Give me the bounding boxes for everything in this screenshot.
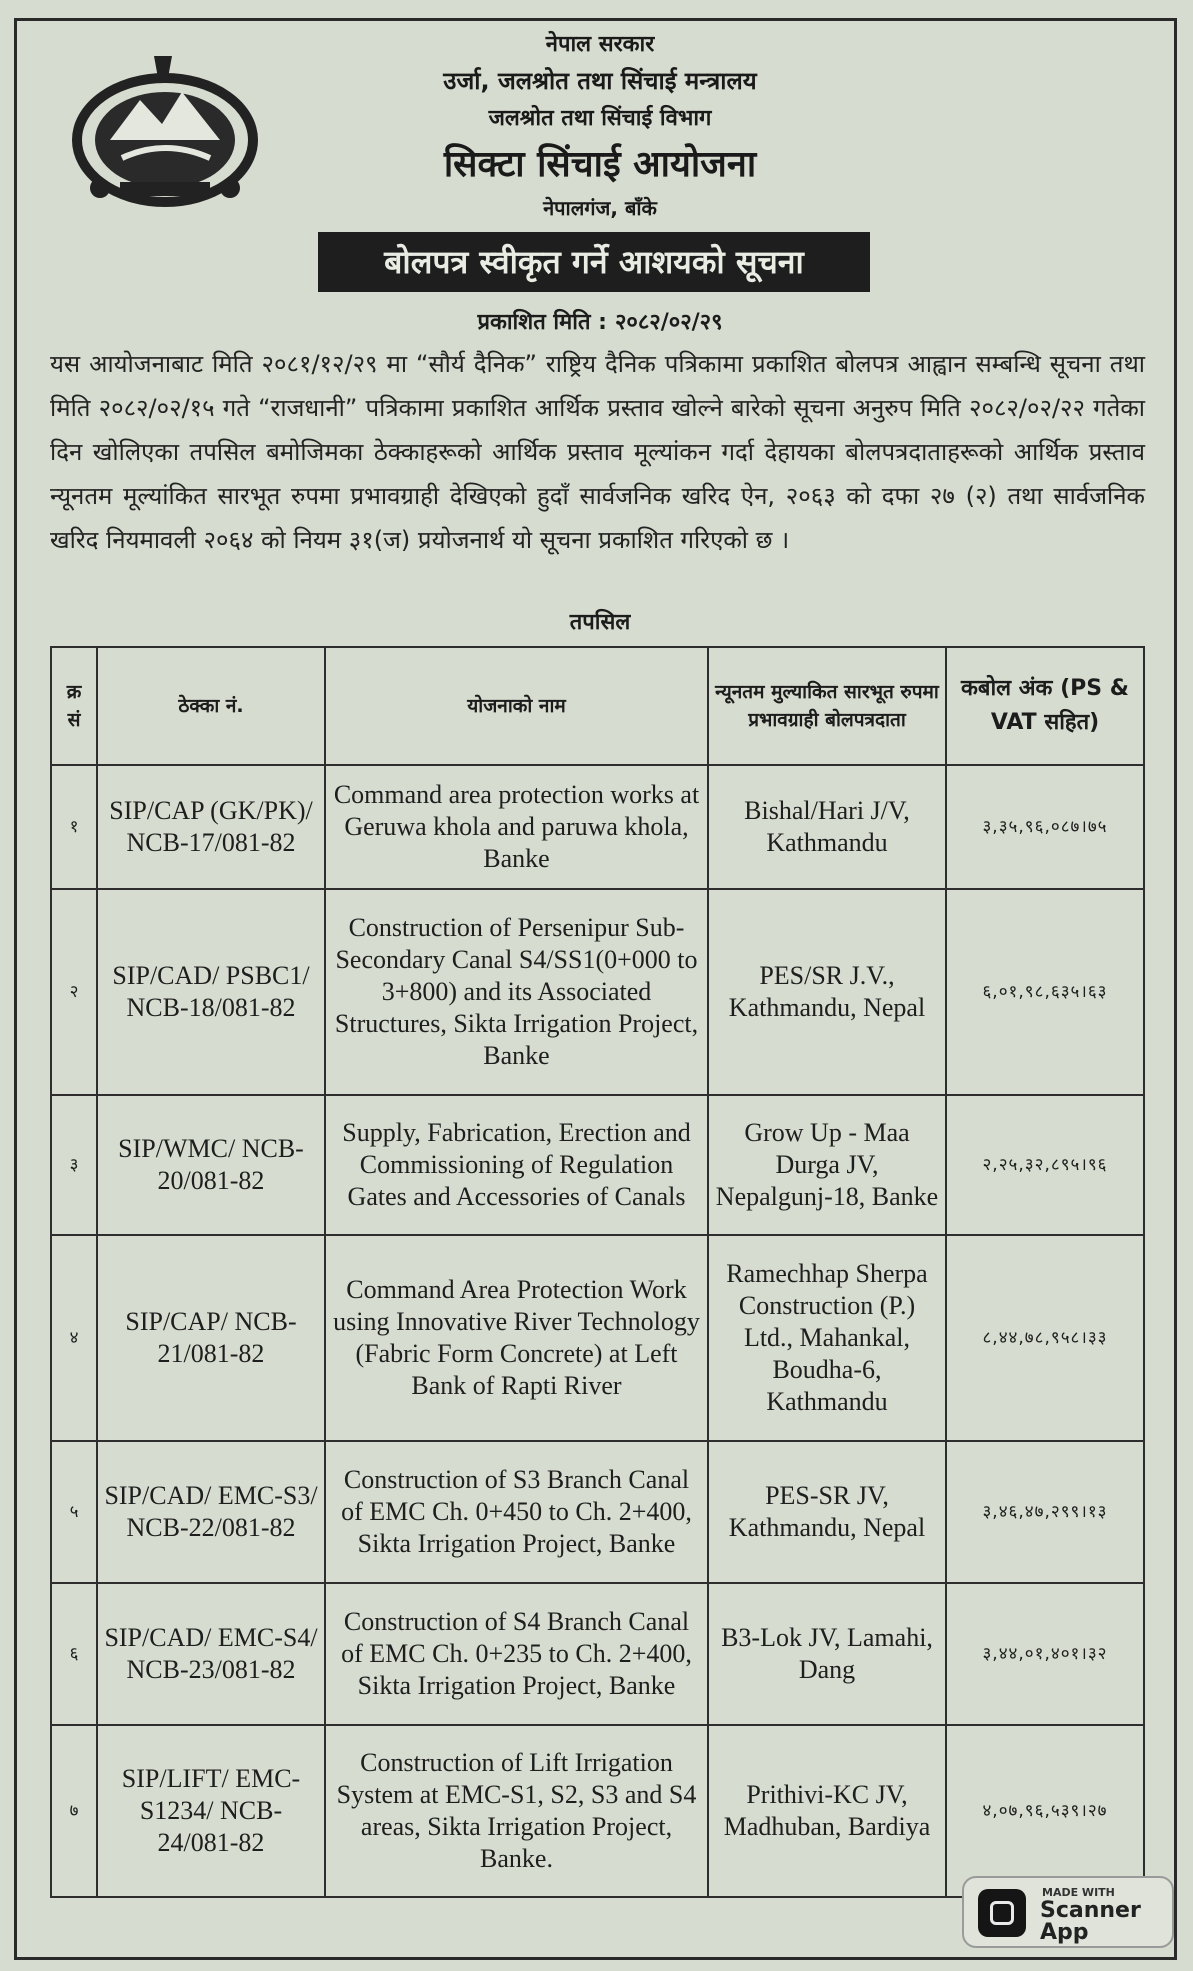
col-header-project: योजनाको नाम — [325, 647, 708, 765]
cell-contract: SIP/WMC/ NCB-20/081-82 — [97, 1095, 325, 1235]
cell-amount: ३,३५,९६,०८७।७५ — [946, 765, 1144, 889]
cell-sn: ६ — [51, 1583, 97, 1725]
cell-sn: ५ — [51, 1441, 97, 1583]
table-header-row — [51, 647, 1144, 765]
header-location: नेपालगंज, बाँके — [543, 196, 657, 220]
cell-contract: SIP/CAP (GK/PK)/ NCB-17/081-82 — [97, 765, 325, 889]
notice-title-banner: बोलपत्र स्वीकृत गर्ने आशयको सूचना — [318, 232, 870, 292]
col-header-bidder: न्यूनतम मुल्याकित सारभूत रुपमा प्रभावग्राही बोलपत्रदाता — [708, 647, 946, 765]
cell-sn: ४ — [51, 1235, 97, 1441]
cell-bidder: Bishal/Hari J/V, Kathmandu — [708, 765, 946, 889]
cell-contract: SIP/CAD/ EMC-S4/ NCB-23/081-82 — [97, 1583, 325, 1725]
cell-amount: ३,४४,०१,४०१।३२ — [946, 1583, 1144, 1725]
cell-project: Command area protection works at Geruwa khola and paruwa khola, Banke — [325, 765, 708, 889]
header-government: नेपाल सरकार — [545, 32, 655, 57]
table-row — [51, 889, 1144, 1095]
table-row — [51, 1441, 1144, 1583]
cell-contract: SIP/CAD/ PSBC1/ NCB-18/081-82 — [97, 889, 325, 1095]
cell-contract: SIP/CAP/ NCB-21/081-82 — [97, 1235, 325, 1441]
cell-amount: ३,४६,४७,२९९।१३ — [946, 1441, 1144, 1583]
col-header-contract: ठेक्का नं. — [97, 647, 325, 765]
cell-bidder: Prithivi-KC JV, Madhuban, Bardiya — [708, 1725, 946, 1897]
published-date — [300, 306, 900, 336]
table-row — [51, 1235, 1144, 1441]
cell-bidder: PES/SR J.V., Kathmandu, Nepal — [708, 889, 946, 1095]
notice-body-paragraph: यस आयोजनाबाट मिति २०८१/१२/२९ मा “सौर्य दैनिक” राष्ट्रिय दैनिक पत्रिकामा प्रकाशित बोलपत्र आह्वान सम्बन्धि सूचना तथा मिति २०८२/०२/१५ गते “राजधानी” पत्रिकामा प्रकाशित आर्थिक प्रस्ताव खोल्ने बारेको सूचना अनुरुप मिति २०८२/०२/२२ गतेका दिन खोलिएका तपसिल बमोजिमका ठेक्काहरूको आर्थिक प्रस्ताव मूल्यांकन गर्दा देहायका बोलपत्रदाताहरूको आर्थिक प्रस्ताव न्यूनतम मूल्यांकित सारभूत रुपमा प्रभावग्राही देखिएको हुदाँ सार्वजनिक खरिद ऐन, २०६३ को दफा २७ (२) तथा सार्वजनिक खरिद नियमावली २०६४ को नियम ३१(ज) प्रयोजनार्थ यो सूचना प्रकाशित गरिएको छ । — [50, 350, 1145, 554]
schedule-table — [50, 646, 1145, 1898]
scanner-app-watermark — [962, 1876, 1174, 1948]
cell-sn: ७ — [51, 1725, 97, 1897]
cell-bidder: Ramechhap Sherpa Construction (P.) Ltd., Mahankal, Boudha-6, Kathmandu — [708, 1235, 946, 1441]
header-project: सिक्टा सिंचाई आयोजना — [443, 144, 757, 185]
watermark-made-with: MADE WITH — [1042, 1886, 1115, 1899]
table-row — [51, 765, 1144, 889]
cell-contract: SIP/LIFT/ EMC-S1234/ NCB-24/081-82 — [97, 1725, 325, 1897]
cell-amount: २,२५,३२,८९५।९६ — [946, 1095, 1144, 1235]
cell-sn: १ — [51, 765, 97, 889]
header-department: जलश्रोत तथा सिंचाई विभाग — [488, 106, 712, 131]
cell-bidder: Grow Up - Maa Durga JV, Nepalgunj-18, Banke — [708, 1095, 946, 1235]
cell-project: Command Area Protection Work using Innovative River Technology (Fabric Form Concrete) at Left Bank of Rapti River — [325, 1235, 708, 1441]
schedule-heading: तपसिल — [569, 610, 631, 635]
cell-amount: ४,०७,९६,५३९।२७ — [946, 1725, 1144, 1897]
cell-sn: २ — [51, 889, 97, 1095]
cell-bidder: PES-SR JV, Kathmandu, Nepal — [708, 1441, 946, 1583]
col-header-amount: कबोल अंक (PS & VAT सहित) — [946, 647, 1144, 765]
table-row — [51, 1583, 1144, 1725]
table-row — [51, 1095, 1144, 1235]
cell-project: Construction of S3 Branch Canal of EMC Ch. 0+450 to Ch. 2+400, Sikta Irrigation Project, Banke — [325, 1441, 708, 1583]
cell-project: Construction of Lift Irrigation System at EMC-S1, S2, S3 and S4 areas, Sikta Irrigation Project, Banke. — [325, 1725, 708, 1897]
cell-sn: ३ — [51, 1095, 97, 1235]
cell-amount: ८,४४,७८,९५८।३३ — [946, 1235, 1144, 1441]
table-row — [51, 1725, 1144, 1897]
cell-contract: SIP/CAD/ EMC-S3/ NCB-22/081-82 — [97, 1441, 325, 1583]
header-ministry: उर्जा, जलश्रोत तथा सिंचाई मन्त्रालय — [443, 67, 757, 95]
government-emblem-icon — [70, 48, 260, 208]
cell-project: Construction of S4 Branch Canal of EMC Ch. 0+235 to Ch. 2+400, Sikta Irrigation Project, Banke — [325, 1583, 708, 1725]
watermark-app-name: Scanner App — [1040, 1898, 1141, 1945]
cell-amount: ६,०१,९८,६३५।६३ — [946, 889, 1144, 1095]
published-date-label: प्रकाशित मिति : — [477, 310, 607, 335]
cell-bidder: B3-Lok JV, Lamahi, Dang — [708, 1583, 946, 1725]
col-header-sn: क्र सं — [51, 647, 97, 765]
published-date-value: २०८२/०२/२९ — [614, 310, 723, 335]
cell-project: Supply, Fabrication, Erection and Commissioning of Regulation Gates and Accessories of Canals — [325, 1095, 708, 1235]
scanner-app-icon — [978, 1889, 1026, 1937]
cell-project: Construction of Persenipur Sub-Secondary Canal S4/SS1(0+000 to 3+800) and its Associated Structures, Sikta Irrigation Project, Banke — [325, 889, 708, 1095]
